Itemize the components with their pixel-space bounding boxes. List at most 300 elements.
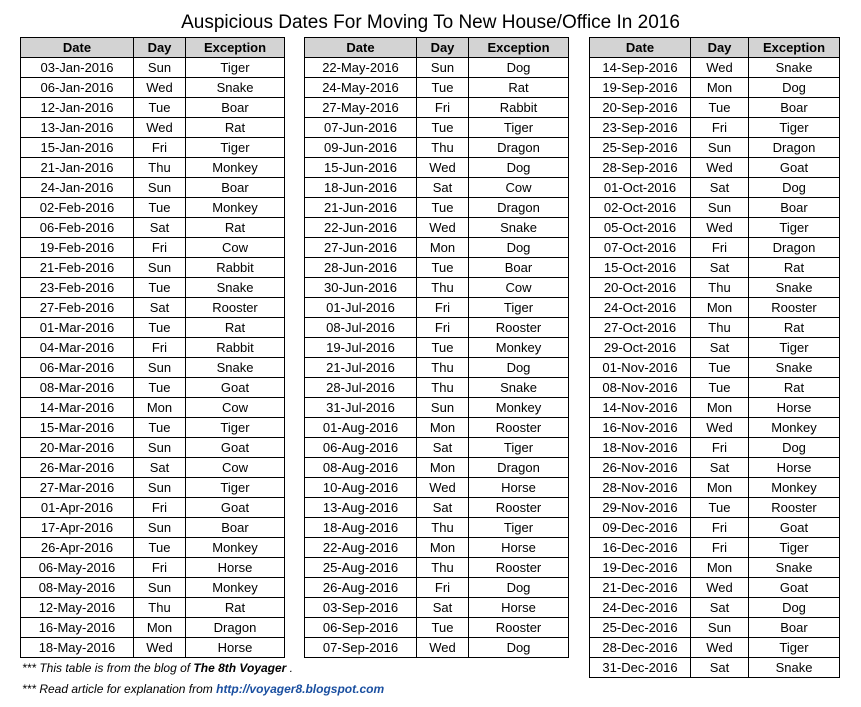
exception-cell: Tiger	[749, 118, 840, 138]
exception-cell: Goat	[186, 438, 285, 458]
day-cell: Sun	[134, 358, 186, 378]
date-cell: 03-Sep-2016	[305, 598, 417, 618]
date-cell: 07-Sep-2016	[305, 638, 417, 658]
exception-cell: Boar	[186, 178, 285, 198]
day-cell: Mon	[691, 478, 749, 498]
day-cell: Tue	[691, 498, 749, 518]
day-cell: Sat	[134, 218, 186, 238]
day-cell: Wed	[691, 58, 749, 78]
blog-link[interactable]: http://voyager8.blogspot.com	[216, 682, 385, 696]
day-cell: Sun	[134, 518, 186, 538]
table-row	[305, 138, 569, 158]
table-row	[21, 78, 285, 98]
date-cell: 27-Feb-2016	[21, 298, 134, 318]
day-cell: Sat	[691, 458, 749, 478]
exception-cell: Goat	[186, 498, 285, 518]
table-row	[21, 338, 285, 358]
table-row	[590, 578, 840, 598]
table-row	[590, 318, 840, 338]
date-cell: 19-Feb-2016	[21, 238, 134, 258]
exception-cell: Goat	[749, 518, 840, 538]
day-cell: Fri	[134, 558, 186, 578]
header-exception: Exception	[469, 38, 569, 58]
date-cell: 08-Jul-2016	[305, 318, 417, 338]
dates-table-3	[589, 37, 840, 678]
day-cell: Fri	[417, 318, 469, 338]
table-row	[305, 158, 569, 178]
day-cell: Sun	[691, 198, 749, 218]
exception-cell: Snake	[749, 358, 840, 378]
table-row	[305, 358, 569, 378]
table-row	[590, 378, 840, 398]
date-cell: 21-Jan-2016	[21, 158, 134, 178]
day-cell: Fri	[691, 518, 749, 538]
day-cell: Fri	[134, 238, 186, 258]
exception-cell: Cow	[469, 278, 569, 298]
exception-cell: Rabbit	[186, 338, 285, 358]
table-row	[21, 318, 285, 338]
exception-cell: Rat	[469, 78, 569, 98]
exception-cell: Dog	[469, 238, 569, 258]
exception-cell: Monkey	[186, 158, 285, 178]
exception-cell: Goat	[749, 578, 840, 598]
table-row	[590, 358, 840, 378]
day-cell: Sun	[691, 138, 749, 158]
exception-cell: Snake	[186, 78, 285, 98]
exception-cell: Snake	[469, 378, 569, 398]
day-cell: Sun	[134, 578, 186, 598]
day-cell: Tue	[134, 98, 186, 118]
table-row	[590, 98, 840, 118]
table-row	[590, 238, 840, 258]
table-header-row	[305, 38, 569, 58]
date-cell: 06-Jan-2016	[21, 78, 134, 98]
header-date: Date	[305, 38, 417, 58]
day-cell: Sat	[134, 298, 186, 318]
date-cell: 27-Mar-2016	[21, 478, 134, 498]
table-row	[305, 598, 569, 618]
date-cell: 09-Jun-2016	[305, 138, 417, 158]
exception-cell: Boar	[749, 618, 840, 638]
table-header-row	[590, 38, 840, 58]
day-cell: Fri	[134, 338, 186, 358]
date-cell: 27-Jun-2016	[305, 238, 417, 258]
date-cell: 08-May-2016	[21, 578, 134, 598]
exception-cell: Cow	[186, 458, 285, 478]
day-cell: Sat	[417, 598, 469, 618]
exception-cell: Rooster	[469, 418, 569, 438]
day-cell: Tue	[134, 318, 186, 338]
article-note-text: *** Read article for explanation from	[22, 682, 217, 696]
day-cell: Fri	[691, 438, 749, 458]
article-note	[22, 681, 384, 697]
date-cell: 01-Nov-2016	[590, 358, 691, 378]
date-cell: 06-May-2016	[21, 558, 134, 578]
date-cell: 08-Aug-2016	[305, 458, 417, 478]
date-cell: 19-Sep-2016	[590, 78, 691, 98]
exception-cell: Dragon	[749, 238, 840, 258]
day-cell: Mon	[417, 458, 469, 478]
date-cell: 22-Jun-2016	[305, 218, 417, 238]
exception-cell: Monkey	[186, 578, 285, 598]
exception-cell: Dog	[749, 438, 840, 458]
exception-cell: Dog	[749, 598, 840, 618]
day-cell: Thu	[417, 358, 469, 378]
date-cell: 30-Jun-2016	[305, 278, 417, 298]
table-row	[305, 278, 569, 298]
date-cell: 24-May-2016	[305, 78, 417, 98]
exception-cell: Monkey	[186, 198, 285, 218]
exception-cell: Horse	[469, 478, 569, 498]
table-row	[305, 338, 569, 358]
date-cell: 18-Aug-2016	[305, 518, 417, 538]
exception-cell: Goat	[186, 378, 285, 398]
exception-cell: Cow	[186, 238, 285, 258]
exception-cell: Snake	[749, 658, 840, 678]
table-row	[590, 498, 840, 518]
exception-cell: Dragon	[469, 458, 569, 478]
day-cell: Sun	[134, 258, 186, 278]
day-cell: Wed	[417, 158, 469, 178]
date-cell: 01-Jul-2016	[305, 298, 417, 318]
table-row	[21, 98, 285, 118]
exception-cell: Dog	[469, 58, 569, 78]
table-row	[590, 398, 840, 418]
table-row	[21, 198, 285, 218]
day-cell: Tue	[134, 538, 186, 558]
exception-cell: Rabbit	[186, 258, 285, 278]
exception-cell: Snake	[186, 358, 285, 378]
table-row	[305, 438, 569, 458]
exception-cell: Tiger	[749, 338, 840, 358]
table-row	[305, 318, 569, 338]
date-cell: 25-Dec-2016	[590, 618, 691, 638]
date-cell: 31-Dec-2016	[590, 658, 691, 678]
day-cell: Sun	[134, 478, 186, 498]
date-cell: 19-Jul-2016	[305, 338, 417, 358]
day-cell: Mon	[691, 78, 749, 98]
table-row	[21, 118, 285, 138]
header-exception: Exception	[749, 38, 840, 58]
day-cell: Fri	[417, 98, 469, 118]
table-row	[590, 58, 840, 78]
exception-cell: Dog	[469, 578, 569, 598]
date-cell: 24-Oct-2016	[590, 298, 691, 318]
day-cell: Tue	[417, 198, 469, 218]
day-cell: Wed	[417, 218, 469, 238]
exception-cell: Monkey	[186, 538, 285, 558]
day-cell: Tue	[691, 98, 749, 118]
day-cell: Mon	[691, 558, 749, 578]
date-cell: 14-Sep-2016	[590, 58, 691, 78]
day-cell: Tue	[417, 118, 469, 138]
date-cell: 21-Jul-2016	[305, 358, 417, 378]
date-cell: 19-Dec-2016	[590, 558, 691, 578]
date-cell: 01-Aug-2016	[305, 418, 417, 438]
day-cell: Thu	[417, 558, 469, 578]
table-row	[590, 418, 840, 438]
date-cell: 09-Dec-2016	[590, 518, 691, 538]
day-cell: Tue	[417, 618, 469, 638]
exception-cell: Snake	[749, 278, 840, 298]
date-cell: 03-Jan-2016	[21, 58, 134, 78]
table-row	[590, 78, 840, 98]
table-row	[21, 358, 285, 378]
day-cell: Sat	[691, 598, 749, 618]
day-cell: Fri	[417, 298, 469, 318]
table-row	[21, 558, 285, 578]
exception-cell: Horse	[186, 558, 285, 578]
date-cell: 18-Nov-2016	[590, 438, 691, 458]
table-row	[590, 558, 840, 578]
day-cell: Thu	[417, 518, 469, 538]
date-cell: 18-Jun-2016	[305, 178, 417, 198]
date-cell: 15-Mar-2016	[21, 418, 134, 438]
date-cell: 22-May-2016	[305, 58, 417, 78]
table-row	[590, 438, 840, 458]
table-row	[590, 178, 840, 198]
date-cell: 12-May-2016	[21, 598, 134, 618]
exception-cell: Dragon	[469, 138, 569, 158]
date-cell: 13-Aug-2016	[305, 498, 417, 518]
table-row	[21, 438, 285, 458]
exception-cell: Tiger	[469, 438, 569, 458]
exception-cell: Boar	[749, 198, 840, 218]
day-cell: Sun	[417, 398, 469, 418]
table-row	[305, 638, 569, 658]
date-cell: 20-Mar-2016	[21, 438, 134, 458]
header-day: Day	[134, 38, 186, 58]
page-title: Auspicious Dates For Moving To New House/Office In 2016	[181, 12, 680, 33]
source-note-end: .	[286, 661, 294, 675]
exception-cell: Rooster	[469, 498, 569, 518]
exception-cell: Rooster	[186, 298, 285, 318]
exception-cell: Dog	[469, 638, 569, 658]
table-row	[21, 138, 285, 158]
exception-cell: Rooster	[469, 558, 569, 578]
date-cell: 22-Aug-2016	[305, 538, 417, 558]
table-row	[21, 538, 285, 558]
table-row	[305, 58, 569, 78]
day-cell: Tue	[691, 358, 749, 378]
table-row	[305, 178, 569, 198]
date-cell: 06-Mar-2016	[21, 358, 134, 378]
day-cell: Sun	[691, 618, 749, 638]
exception-cell: Horse	[749, 398, 840, 418]
exception-cell: Tiger	[186, 418, 285, 438]
day-cell: Mon	[691, 398, 749, 418]
date-cell: 08-Nov-2016	[590, 378, 691, 398]
date-cell: 27-May-2016	[305, 98, 417, 118]
date-cell: 01-Oct-2016	[590, 178, 691, 198]
exception-cell: Boar	[186, 518, 285, 538]
table-row	[590, 598, 840, 618]
exception-cell: Horse	[469, 538, 569, 558]
date-cell: 27-Oct-2016	[590, 318, 691, 338]
date-cell: 12-Jan-2016	[21, 98, 134, 118]
day-cell: Tue	[134, 378, 186, 398]
day-cell: Tue	[691, 378, 749, 398]
exception-cell: Tiger	[186, 138, 285, 158]
exception-cell: Rooster	[469, 618, 569, 638]
table-row	[21, 598, 285, 618]
day-cell: Sat	[691, 658, 749, 678]
date-cell: 25-Aug-2016	[305, 558, 417, 578]
table-row	[21, 158, 285, 178]
exception-cell: Tiger	[186, 58, 285, 78]
date-cell: 15-Jun-2016	[305, 158, 417, 178]
date-cell: 02-Oct-2016	[590, 198, 691, 218]
table-row	[21, 238, 285, 258]
exception-cell: Snake	[186, 278, 285, 298]
table-row	[21, 378, 285, 398]
exception-cell: Tiger	[469, 518, 569, 538]
table-row	[21, 458, 285, 478]
exception-cell: Tiger	[469, 298, 569, 318]
date-cell: 26-Mar-2016	[21, 458, 134, 478]
date-cell: 28-Jun-2016	[305, 258, 417, 278]
day-cell: Sat	[134, 458, 186, 478]
day-cell: Fri	[134, 138, 186, 158]
date-cell: 21-Dec-2016	[590, 578, 691, 598]
table-row	[590, 158, 840, 178]
table-header-row	[21, 38, 285, 58]
day-cell: Fri	[691, 538, 749, 558]
table-row	[21, 478, 285, 498]
day-cell: Sat	[691, 178, 749, 198]
table-row	[305, 458, 569, 478]
exception-cell: Boar	[469, 258, 569, 278]
date-cell: 16-May-2016	[21, 618, 134, 638]
exception-cell: Rooster	[749, 298, 840, 318]
date-cell: 06-Sep-2016	[305, 618, 417, 638]
exception-cell: Tiger	[749, 638, 840, 658]
table-row	[590, 538, 840, 558]
exception-cell: Snake	[749, 558, 840, 578]
table-row	[305, 578, 569, 598]
day-cell: Fri	[691, 118, 749, 138]
table-row	[590, 458, 840, 478]
exception-cell: Rat	[749, 318, 840, 338]
table-row	[590, 338, 840, 358]
table-row	[305, 198, 569, 218]
table-row	[590, 198, 840, 218]
table-row	[590, 258, 840, 278]
day-cell: Mon	[417, 418, 469, 438]
day-cell: Sun	[134, 438, 186, 458]
date-cell: 28-Nov-2016	[590, 478, 691, 498]
day-cell: Tue	[417, 338, 469, 358]
table-row	[590, 218, 840, 238]
day-cell: Wed	[691, 578, 749, 598]
date-cell: 26-Apr-2016	[21, 538, 134, 558]
date-cell: 18-May-2016	[21, 638, 134, 658]
day-cell: Mon	[417, 538, 469, 558]
table-row	[305, 298, 569, 318]
table-row	[21, 398, 285, 418]
day-cell: Mon	[417, 238, 469, 258]
exception-cell: Snake	[469, 218, 569, 238]
date-cell: 06-Aug-2016	[305, 438, 417, 458]
day-cell: Sat	[417, 438, 469, 458]
exception-cell: Dragon	[469, 198, 569, 218]
day-cell: Sat	[691, 258, 749, 278]
day-cell: Sun	[417, 58, 469, 78]
header-date: Date	[21, 38, 134, 58]
date-cell: 04-Mar-2016	[21, 338, 134, 358]
date-cell: 24-Jan-2016	[21, 178, 134, 198]
date-cell: 06-Feb-2016	[21, 218, 134, 238]
source-note	[22, 660, 293, 676]
table-row	[21, 418, 285, 438]
table-row	[305, 258, 569, 278]
date-cell: 02-Feb-2016	[21, 198, 134, 218]
exception-cell: Boar	[749, 98, 840, 118]
day-cell: Wed	[417, 478, 469, 498]
exception-cell: Monkey	[469, 398, 569, 418]
exception-cell: Dog	[749, 178, 840, 198]
table-row	[21, 518, 285, 538]
date-cell: 25-Sep-2016	[590, 138, 691, 158]
exception-cell: Horse	[749, 458, 840, 478]
date-cell: 24-Dec-2016	[590, 598, 691, 618]
table-row	[590, 138, 840, 158]
date-cell: 26-Aug-2016	[305, 578, 417, 598]
day-cell: Tue	[417, 78, 469, 98]
table-row	[590, 618, 840, 638]
exception-cell: Horse	[469, 598, 569, 618]
table-row	[21, 278, 285, 298]
table-row	[590, 518, 840, 538]
exception-cell: Rat	[186, 598, 285, 618]
day-cell: Thu	[134, 598, 186, 618]
table-row	[21, 298, 285, 318]
date-cell: 08-Mar-2016	[21, 378, 134, 398]
day-cell: Sun	[134, 178, 186, 198]
date-cell: 15-Jan-2016	[21, 138, 134, 158]
date-cell: 14-Mar-2016	[21, 398, 134, 418]
day-cell: Thu	[691, 318, 749, 338]
table-row	[305, 538, 569, 558]
exception-cell: Tiger	[469, 118, 569, 138]
date-cell: 10-Aug-2016	[305, 478, 417, 498]
day-cell: Wed	[691, 218, 749, 238]
day-cell: Wed	[691, 158, 749, 178]
source-note-text: *** This table is from the blog of	[22, 661, 194, 675]
date-cell: 16-Nov-2016	[590, 418, 691, 438]
exception-cell: Dragon	[186, 618, 285, 638]
header-exception: Exception	[186, 38, 285, 58]
table-row	[21, 218, 285, 238]
table-row	[305, 558, 569, 578]
exception-cell: Dog	[469, 158, 569, 178]
table-row	[590, 118, 840, 138]
day-cell: Sat	[691, 338, 749, 358]
day-cell: Wed	[134, 118, 186, 138]
day-cell: Sat	[417, 178, 469, 198]
table-row	[21, 618, 285, 638]
date-cell: 01-Mar-2016	[21, 318, 134, 338]
table-row	[21, 58, 285, 78]
day-cell: Tue	[417, 258, 469, 278]
date-cell: 07-Jun-2016	[305, 118, 417, 138]
day-cell: Thu	[417, 278, 469, 298]
exception-cell: Cow	[186, 398, 285, 418]
day-cell: Wed	[691, 638, 749, 658]
dates-table-1	[20, 37, 285, 658]
header-date: Date	[590, 38, 691, 58]
date-cell: 21-Feb-2016	[21, 258, 134, 278]
